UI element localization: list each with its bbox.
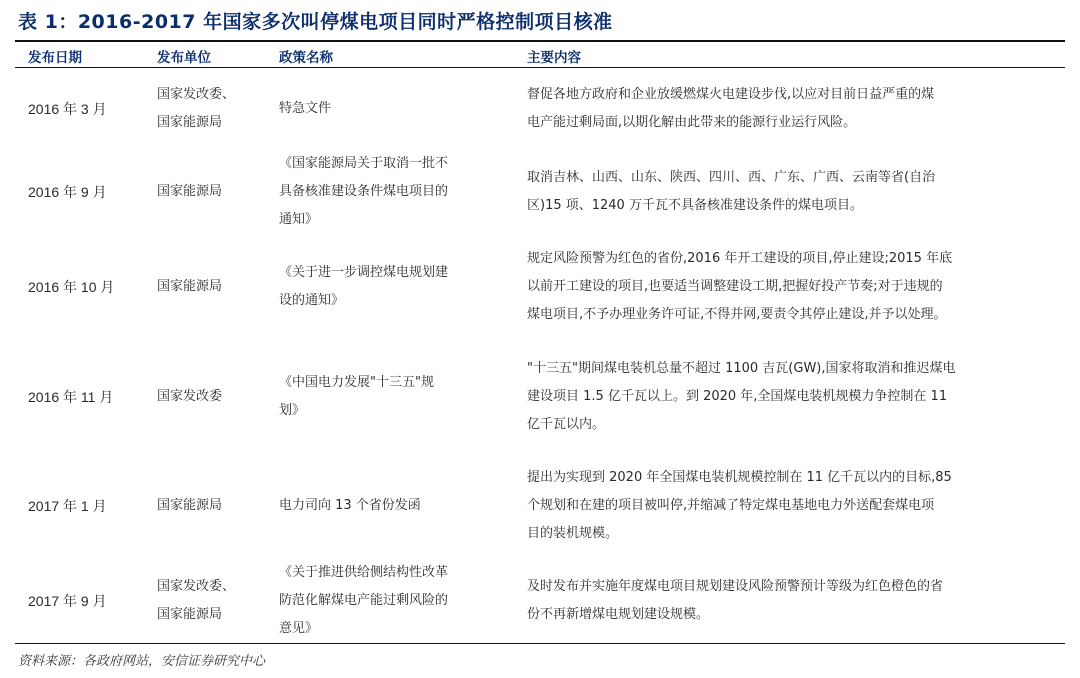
cell-policy xyxy=(279,70,497,148)
cell-policy xyxy=(279,455,497,557)
cell-unit-line: 国家发改委、 xyxy=(157,87,236,102)
cell-date xyxy=(28,560,138,642)
cell-date-line: 2016 年 9 月 xyxy=(28,184,107,200)
cell-content xyxy=(527,560,1057,642)
cell-content-line: 提出为实现到 2020 年全国煤电装机规模控制在 11 亿千瓦以内的目标,85 xyxy=(527,470,952,485)
cell-policy-line: 《中国电力发展"十三五"规 xyxy=(279,375,434,390)
table-row xyxy=(0,455,1080,557)
bottom-rule xyxy=(15,643,1065,644)
cell-policy-line: 特急文件 xyxy=(279,101,332,116)
cell-content-line: 取消吉林、山西、山东、陕西、四川、西、广东、广西、云南等省(自治 xyxy=(527,170,936,185)
cell-date-line: 2017 年 9 月 xyxy=(28,593,107,609)
cell-unit-line: 国家发改委 xyxy=(157,389,223,404)
table-row xyxy=(0,150,1080,234)
table-title: 表 1：2016-2017 年国家多次叫停煤电项目同时严格控制项目核准 xyxy=(18,11,613,33)
cell-unit-line: 国家能源局 xyxy=(157,279,223,294)
cell-content-line: "十三五"期间煤电装机总量不超过 1100 吉瓦(GW),国家将取消和推迟煤电 xyxy=(527,361,956,376)
cell-date xyxy=(28,340,138,454)
cell-content xyxy=(527,70,1057,148)
table-row xyxy=(0,70,1080,148)
header-content: 主要内容 xyxy=(527,50,581,66)
cell-date xyxy=(28,235,138,339)
cell-policy xyxy=(279,235,497,339)
cell-unit xyxy=(157,455,267,557)
cell-policy-line: 《关于进一步调控煤电规划建 xyxy=(279,265,449,280)
cell-content-line: 煤电项目,不予办理业务许可证,不得并网,要责令其停止建设,并予以处理。 xyxy=(527,307,947,322)
cell-unit-line: 国家能源局 xyxy=(157,115,223,130)
cell-unit xyxy=(157,235,267,339)
header-policy: 政策名称 xyxy=(279,50,333,66)
cell-content-line: 建设项目 1.5 亿千瓦以上。到 2020 年,全国煤电装机规模力争控制在 11 xyxy=(527,389,948,404)
table-row xyxy=(0,340,1080,454)
cell-policy xyxy=(279,560,497,642)
cell-date-line: 2016 年 3 月 xyxy=(28,101,107,117)
cell-policy-line: 划》 xyxy=(279,403,306,418)
cell-content xyxy=(527,235,1057,339)
cell-content-line: 规定风险预警为红色的省份,2016 年开工建设的项目,停止建设;2015 年底 xyxy=(527,251,953,266)
cell-policy-line: 通知》 xyxy=(279,212,319,227)
cell-policy-line: 具备核准建设条件煤电项目的 xyxy=(279,184,449,199)
cell-date-line: 2016 年 11 月 xyxy=(28,389,114,405)
cell-content-line: 目的装机规模。 xyxy=(527,526,619,541)
cell-unit-line: 国家发改委、 xyxy=(157,579,236,594)
cell-policy-line: 电力司向 13 个省份发函 xyxy=(279,498,421,513)
cell-content-line: 电产能过剩局面,以期化解由此带来的能源行业运行风险。 xyxy=(527,115,857,130)
cell-content-line: 区)15 项、1240 万千瓦不具备核准建设条件的煤电项目。 xyxy=(527,198,863,213)
table-row xyxy=(0,560,1080,642)
cell-policy-line: 《国家能源局关于取消一批不 xyxy=(279,156,449,171)
cell-content xyxy=(527,455,1057,557)
cell-unit xyxy=(157,340,267,454)
cell-unit xyxy=(157,560,267,642)
cell-unit-line: 国家能源局 xyxy=(157,498,223,513)
cell-content-line: 以前开工建设的项目,也要适当调整建设工期,把握好投产节奏;对于违规的 xyxy=(527,279,943,294)
cell-unit xyxy=(157,70,267,148)
cell-policy xyxy=(279,150,497,234)
cell-unit-line: 国家能源局 xyxy=(157,184,223,199)
header-bottom-rule xyxy=(15,67,1065,68)
header-unit: 发布单位 xyxy=(157,50,211,66)
header-date: 发布日期 xyxy=(28,50,82,66)
top-rule xyxy=(15,40,1065,42)
cell-content-line: 个规划和在建的项目被叫停,并缩减了特定煤电基地电力外送配套煤电项 xyxy=(527,498,935,513)
cell-date xyxy=(28,455,138,557)
cell-policy-line: 意见》 xyxy=(279,621,319,636)
cell-date xyxy=(28,150,138,234)
cell-date-line: 2016 年 10 月 xyxy=(28,279,115,295)
cell-content-line: 份不再新增煤电规划建设规模。 xyxy=(527,607,710,622)
cell-date xyxy=(28,70,138,148)
cell-content-line: 及时发布并实施年度煤电项目规划建设风险预警预计等级为红色橙色的省 xyxy=(527,579,944,594)
cell-policy-line: 设的通知》 xyxy=(279,293,345,308)
cell-policy-line: 《关于推进供给侧结构性改革 xyxy=(279,565,449,580)
table-row xyxy=(0,235,1080,339)
cell-policy xyxy=(279,340,497,454)
cell-unit xyxy=(157,150,267,234)
source-note: 资料来源：各政府网站，安信证券研究中心 xyxy=(18,654,266,669)
cell-unit-line: 国家能源局 xyxy=(157,607,223,622)
cell-policy-line: 防范化解煤电产能过剩风险的 xyxy=(279,593,449,608)
cell-content-line: 督促各地方政府和企业放缓燃煤火电建设步伐,以应对目前日益严重的煤 xyxy=(527,87,935,102)
cell-date-line: 2017 年 1 月 xyxy=(28,498,107,514)
cell-content xyxy=(527,150,1057,234)
cell-content xyxy=(527,340,1057,454)
cell-content-line: 亿千瓦以内。 xyxy=(527,417,606,432)
